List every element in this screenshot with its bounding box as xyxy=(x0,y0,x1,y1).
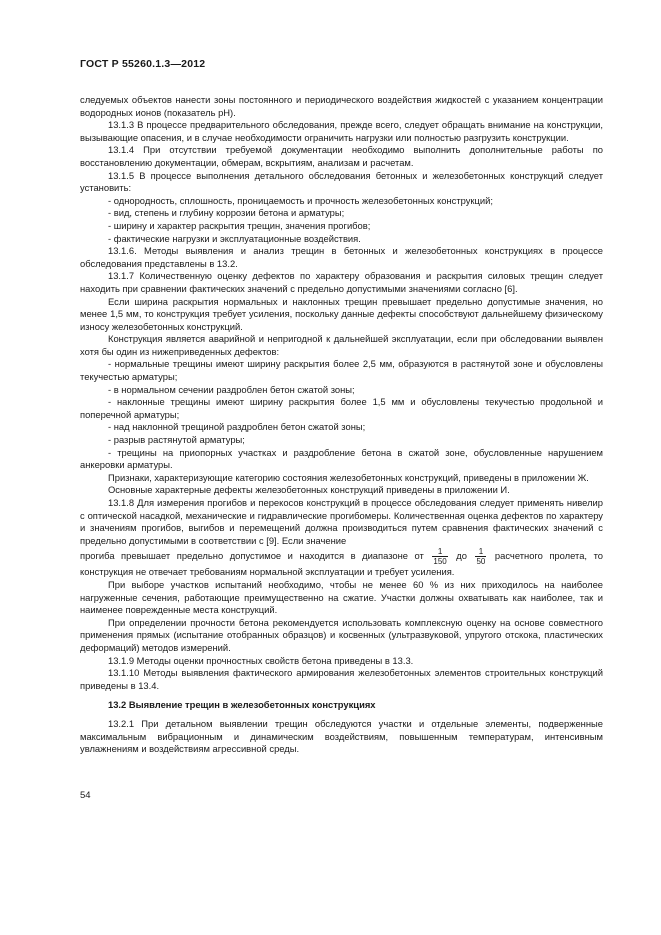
page-number: 54 xyxy=(80,790,91,801)
paragraph: 13.1.10 Методы выявления фактического армирования железобетонных элементов строительных конструкций приведены в 13.4. xyxy=(80,667,603,691)
fraction-1-50: $\frac{1}{50}$ xyxy=(476,547,486,567)
list-item: - в нормальном сечении раздроблен бетон сжатой зоны; xyxy=(108,383,355,395)
list-item: - вид, степень и глубину коррозии бетона и арматуры; xyxy=(108,207,345,219)
list-item: - разрыв растянутой арматуры; xyxy=(108,434,245,446)
paragraph: Основные характерные дефекты железобетонных конструкций приведены в приложении И. xyxy=(108,484,510,496)
paragraph: Конструкция является аварийной и непригодной к дальнейшей эксплуатации, если при обследовании выявлен хотя бы один из нижеприведенных дефектов: xyxy=(80,333,603,357)
list-item: - нормальные трещины имеют ширину раскрытия более 2,5 мм, образуются в растянутой зоне и обусловлены текучестью арматуры; xyxy=(80,358,603,383)
list-item: - над наклонной трещиной раздроблен бетон сжатой зоны; xyxy=(108,421,366,433)
document-body xyxy=(80,94,603,756)
section-title: 13.2 Выявление трещин в железобетонных конструкциях xyxy=(108,699,376,711)
document-header: ГОСТ Р 55260.1.3—2012 xyxy=(80,58,206,70)
paragraph: 13.2.1 При детальном выявлении трещин обследуются участки и отдельные элементы, подверженные максимальным вибрационным и динамическим воздействиям, повышенным температурам, интенсивным увлажнениям и воздействиям агрессивной среды. xyxy=(80,717,603,755)
fraction-text-mid: до xyxy=(456,550,467,562)
paragraph: 13.1.8 Для измерения прогибов и перекосов конструкций в процессе обследования следует применять нивелир с оптической насадкой, механические и гидравлические прогибомеры. Количественная оценка дефектов по характеру и значениям прогибов, выгибов и перемещений должна производиться путем сравнения фактических значений с предельно допустимыми в соответствии с [9]. Если значение xyxy=(80,497,603,546)
fraction-text-rest: то конструкция не отвечает требованиям нормальной эксплуатации и требует усиления. xyxy=(80,550,603,578)
paragraph: следуемых объектов нанести зоны постоянного и периодического воздействия жидкостей с указанием концентрации водородных ионов (показатель pH). xyxy=(80,94,603,118)
list-item: - ширину и характер раскрытия трещин, значения прогибов; xyxy=(108,219,371,231)
fraction-paragraph xyxy=(80,547,603,579)
list-item: - однородность, сплошность, проницаемость и прочность железобетонных конструкций; xyxy=(108,194,493,206)
fraction-1-150: $\frac{1}{150}$ xyxy=(433,547,447,567)
paragraph: Признаки, характеризующие категорию состояния железобетонных конструкций, приведены в приложении Ж. xyxy=(108,471,589,483)
paragraph: Если ширина раскрытия нормальных и наклонных трещин превышает предельно допустимые значения, но менее 1,5 мм, то конструкция требует усиления, поскольку данные дефекты способствуют дальнейшему физическому износу железобетонных конструкций. xyxy=(80,295,603,332)
paragraph: При определении прочности бетона рекомендуется использовать комплексную оценку на основе совместного применения прямых (испытание отобранных образцов) и косвенных (ультразвуковой, упругого отскока, пластических деформаций) методов измерений. xyxy=(80,616,603,653)
fraction-text-after: расчетного пролета, xyxy=(494,550,588,562)
paragraph: При выборе участков испытаний необходимо, чтобы не менее 60 % из них приходилось на наиболее нагруженные сечения, работающие преимущественно на сжатие. Участки должны охватывать как наиболее, так и наименее поврежденные места конструкций. xyxy=(80,578,603,616)
fraction-text-before: прогиба превышает предельно допустимое и находится в диапазоне от xyxy=(80,550,424,562)
paragraph: 13.1.5 В процессе выполнения детального обследования бетонных и железобетонных конструкций следует установить: xyxy=(80,169,603,194)
paragraph: 13.1.6. Методы выявления и анализ трещин в бетонных и железобетонных конструкциях в процессе обследования представлены в 13.2. xyxy=(80,245,603,269)
list-item: - фактические нагрузки и эксплуатационные воздействия. xyxy=(108,232,361,244)
list-item: - трещины на приопорных участках и раздробление бетона в сжатой зоне, обусловленные нарушением анкеровки арматуры. xyxy=(80,446,603,471)
paragraph: 13.1.9 Методы оценки прочностных свойств бетона приведены в 13.3. xyxy=(108,654,414,666)
paragraph: 13.1.7 Количественную оценку дефектов по характеру образования и раскрытия силовых трещин следует находить при сравнении фактических значений с предельно допустимыми значениями согласно [6]. xyxy=(80,270,603,294)
list-item: - наклонные трещины имеют ширину раскрытия более 1,5 мм и обусловлены текучестью продольной и поперечной арматуры; xyxy=(80,396,603,420)
paragraph: 13.1.3 В процессе предварительного обследования, прежде всего, следует обращать внимание на конструкции, вызывающие опасения, и в случае необходимости ограничить нагрузки или полностью разгрузить конструкции. xyxy=(80,119,603,143)
paragraph: 13.1.4 При отсутствии требуемой документации необходимо выполнить дополнительные работы по восстановлению документации, обмерам, вскрытиям, анализам и расчетам. xyxy=(80,144,603,168)
